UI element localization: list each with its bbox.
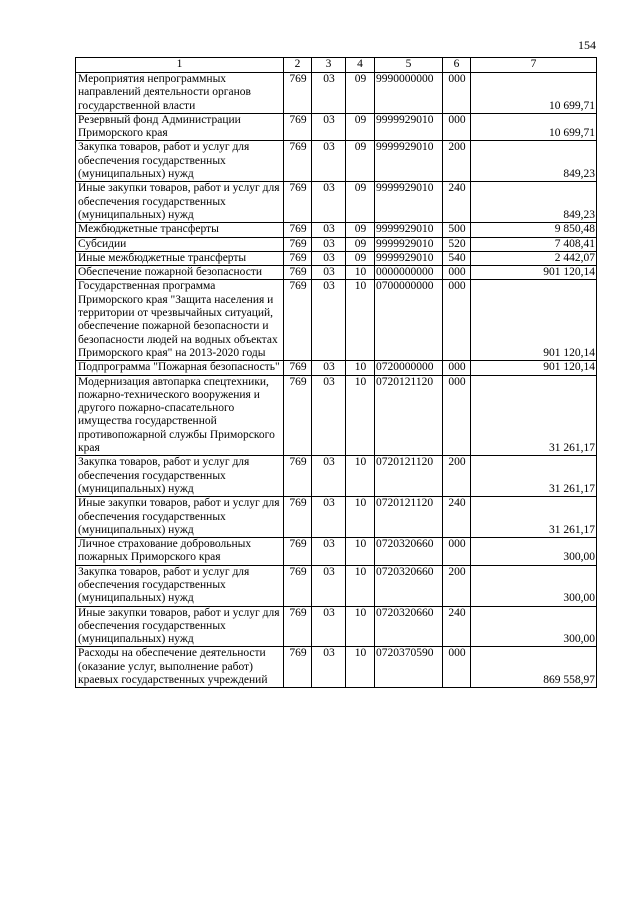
row-code-target-cell: 9999929010 [375, 113, 443, 141]
row-code-target-cell: 0720370590 [375, 647, 443, 688]
column-header-6: 6 [443, 58, 471, 73]
row-code-type-cell: 000 [443, 73, 471, 114]
row-code-target-cell: 0720121120 [375, 456, 443, 497]
row-code-section-cell: 03 [312, 565, 346, 606]
row-code-admin-cell: 769 [284, 456, 312, 497]
row-sum-cell: 2 442,07 [471, 251, 597, 265]
table-row [76, 113, 597, 141]
row-sum-cell: 10 699,71 [471, 73, 597, 114]
row-name-cell: Резервный фонд Администрации Приморского края [76, 113, 284, 141]
row-code-section-cell: 03 [312, 266, 346, 280]
table-row [76, 647, 597, 688]
row-name-cell: Личное страхование добровольных пожарных Приморского края [76, 538, 284, 566]
row-code-admin-cell: 769 [284, 606, 312, 647]
row-code-admin-cell: 769 [284, 538, 312, 566]
row-sum-cell: 7 408,41 [471, 237, 597, 251]
column-header-1: 1 [76, 58, 284, 73]
row-code-target-cell: 9999929010 [375, 237, 443, 251]
row-code-target-cell: 0000000000 [375, 266, 443, 280]
row-code-type-cell: 000 [443, 280, 471, 361]
row-code-subsection-cell: 10 [346, 647, 375, 688]
row-code-section-cell: 03 [312, 375, 346, 456]
row-sum-cell: 31 261,17 [471, 375, 597, 456]
row-sum-cell: 869 558,97 [471, 647, 597, 688]
row-code-type-cell: 200 [443, 141, 471, 182]
row-sum-cell: 300,00 [471, 606, 597, 647]
row-sum-cell: 901 120,14 [471, 361, 597, 375]
row-code-admin-cell: 769 [284, 251, 312, 265]
row-code-target-cell: 9999929010 [375, 223, 443, 237]
row-code-subsection-cell: 09 [346, 141, 375, 182]
row-sum-cell: 901 120,14 [471, 280, 597, 361]
row-code-type-cell: 000 [443, 361, 471, 375]
column-header-7: 7 [471, 58, 597, 73]
row-name-cell: Межбюджетные трансферты [76, 223, 284, 237]
row-code-type-cell: 240 [443, 606, 471, 647]
row-code-section-cell: 03 [312, 113, 346, 141]
row-code-subsection-cell: 09 [346, 237, 375, 251]
table-row [76, 266, 597, 280]
row-code-type-cell: 200 [443, 456, 471, 497]
row-code-subsection-cell: 10 [346, 456, 375, 497]
row-code-type-cell: 000 [443, 375, 471, 456]
row-code-admin-cell: 769 [284, 266, 312, 280]
row-sum-cell: 31 261,17 [471, 456, 597, 497]
row-code-section-cell: 03 [312, 223, 346, 237]
row-sum-cell: 901 120,14 [471, 266, 597, 280]
table-row [76, 456, 597, 497]
row-code-section-cell: 03 [312, 251, 346, 265]
table-row [76, 141, 597, 182]
row-name-cell: Иные закупки товаров, работ и услуг для обеспечения государственных (муниципальных) нужд [76, 606, 284, 647]
table-row [76, 251, 597, 265]
row-code-type-cell: 000 [443, 647, 471, 688]
row-code-subsection-cell: 09 [346, 223, 375, 237]
row-name-cell: Закупка товаров, работ и услуг для обеспечения государственных (муниципальных) нужд [76, 565, 284, 606]
row-name-cell: Закупка товаров, работ и услуг для обеспечения государственных (муниципальных) нужд [76, 141, 284, 182]
row-code-subsection-cell: 10 [346, 606, 375, 647]
row-sum-cell: 31 261,17 [471, 497, 597, 538]
row-code-admin-cell: 769 [284, 223, 312, 237]
row-code-section-cell: 03 [312, 141, 346, 182]
row-code-target-cell: 9990000000 [375, 73, 443, 114]
column-header-row [76, 58, 597, 73]
row-name-cell: Субсидии [76, 237, 284, 251]
row-sum-cell: 10 699,71 [471, 113, 597, 141]
row-code-target-cell: 0700000000 [375, 280, 443, 361]
row-code-target-cell: 9999929010 [375, 141, 443, 182]
row-code-type-cell: 500 [443, 223, 471, 237]
row-code-type-cell: 000 [443, 266, 471, 280]
row-code-section-cell: 03 [312, 237, 346, 251]
row-name-cell: Закупка товаров, работ и услуг для обеспечения государственных (муниципальных) нужд [76, 456, 284, 497]
table-row [76, 565, 597, 606]
row-code-subsection-cell: 10 [346, 375, 375, 456]
row-name-cell: Мероприятия непрограммных направлений деятельности органов государственной власти [76, 73, 284, 114]
row-code-subsection-cell: 09 [346, 182, 375, 223]
row-code-admin-cell: 769 [284, 375, 312, 456]
row-code-admin-cell: 769 [284, 280, 312, 361]
row-code-target-cell: 0720121120 [375, 375, 443, 456]
row-sum-cell: 9 850,48 [471, 223, 597, 237]
row-code-admin-cell: 769 [284, 141, 312, 182]
row-code-type-cell: 000 [443, 113, 471, 141]
row-sum-cell: 849,23 [471, 182, 597, 223]
row-code-admin-cell: 769 [284, 237, 312, 251]
table-row [76, 280, 597, 361]
row-code-type-cell: 240 [443, 182, 471, 223]
row-code-subsection-cell: 09 [346, 251, 375, 265]
row-code-subsection-cell: 09 [346, 113, 375, 141]
page-number: 154 [578, 38, 596, 52]
row-code-target-cell: 9999929010 [375, 251, 443, 265]
row-sum-cell: 300,00 [471, 565, 597, 606]
table-row [76, 497, 597, 538]
column-header-5: 5 [375, 58, 443, 73]
row-code-type-cell: 000 [443, 538, 471, 566]
row-name-cell: Модернизация автопарка спецтехники, пожарно-технического вооружения и другого пожарно-спасательного имущества государственной противопожарной службы Приморского края [76, 375, 284, 456]
row-code-target-cell: 0720320660 [375, 538, 443, 566]
row-code-admin-cell: 769 [284, 73, 312, 114]
row-code-subsection-cell: 09 [346, 73, 375, 114]
row-code-admin-cell: 769 [284, 497, 312, 538]
table-row [76, 182, 597, 223]
row-code-admin-cell: 769 [284, 182, 312, 223]
table-row [76, 73, 597, 114]
row-code-subsection-cell: 10 [346, 565, 375, 606]
row-code-type-cell: 240 [443, 497, 471, 538]
table-row [76, 237, 597, 251]
row-code-target-cell: 0720121120 [375, 497, 443, 538]
row-code-target-cell: 0720000000 [375, 361, 443, 375]
row-code-target-cell: 9999929010 [375, 182, 443, 223]
row-code-type-cell: 540 [443, 251, 471, 265]
table-row [76, 361, 597, 375]
budget-table [75, 57, 597, 688]
row-sum-cell: 300,00 [471, 538, 597, 566]
table-row [76, 223, 597, 237]
row-code-subsection-cell: 10 [346, 266, 375, 280]
row-code-target-cell: 0720320660 [375, 606, 443, 647]
row-code-subsection-cell: 10 [346, 361, 375, 375]
row-code-section-cell: 03 [312, 497, 346, 538]
row-code-section-cell: 03 [312, 647, 346, 688]
row-code-type-cell: 200 [443, 565, 471, 606]
column-header-2: 2 [284, 58, 312, 73]
table-row [76, 375, 597, 456]
row-name-cell: Подпрограмма "Пожарная безопасность" [76, 361, 284, 375]
row-code-section-cell: 03 [312, 456, 346, 497]
row-code-section-cell: 03 [312, 606, 346, 647]
row-code-type-cell: 520 [443, 237, 471, 251]
row-name-cell: Иные закупки товаров, работ и услуг для обеспечения государственных (муниципальных) нужд [76, 497, 284, 538]
row-sum-cell: 849,23 [471, 141, 597, 182]
row-name-cell: Иные межбюджетные трансферты [76, 251, 284, 265]
row-code-admin-cell: 769 [284, 361, 312, 375]
row-code-admin-cell: 769 [284, 113, 312, 141]
row-name-cell: Иные закупки товаров, работ и услуг для обеспечения государственных (муниципальных) нужд [76, 182, 284, 223]
table-row [76, 538, 597, 566]
column-header-4: 4 [346, 58, 375, 73]
row-code-section-cell: 03 [312, 280, 346, 361]
column-header-3: 3 [312, 58, 346, 73]
row-code-subsection-cell: 10 [346, 280, 375, 361]
row-code-admin-cell: 769 [284, 647, 312, 688]
table-row [76, 606, 597, 647]
row-code-admin-cell: 769 [284, 565, 312, 606]
row-name-cell: Государственная программа Приморского края "Защита населения и территории от чрезвычайных ситуаций, обеспечение пожарной безопасности и безопасности людей на водных объектах Приморского края" на 2013-2020 годы [76, 280, 284, 361]
row-code-section-cell: 03 [312, 361, 346, 375]
row-code-subsection-cell: 10 [346, 497, 375, 538]
row-code-subsection-cell: 10 [346, 538, 375, 566]
row-code-target-cell: 0720320660 [375, 565, 443, 606]
row-name-cell: Обеспечение пожарной безопасности [76, 266, 284, 280]
row-name-cell: Расходы на обеспечение деятельности (оказание услуг, выполнение работ) краевых государственных учреждений [76, 647, 284, 688]
row-code-section-cell: 03 [312, 73, 346, 114]
row-code-section-cell: 03 [312, 182, 346, 223]
row-code-section-cell: 03 [312, 538, 346, 566]
